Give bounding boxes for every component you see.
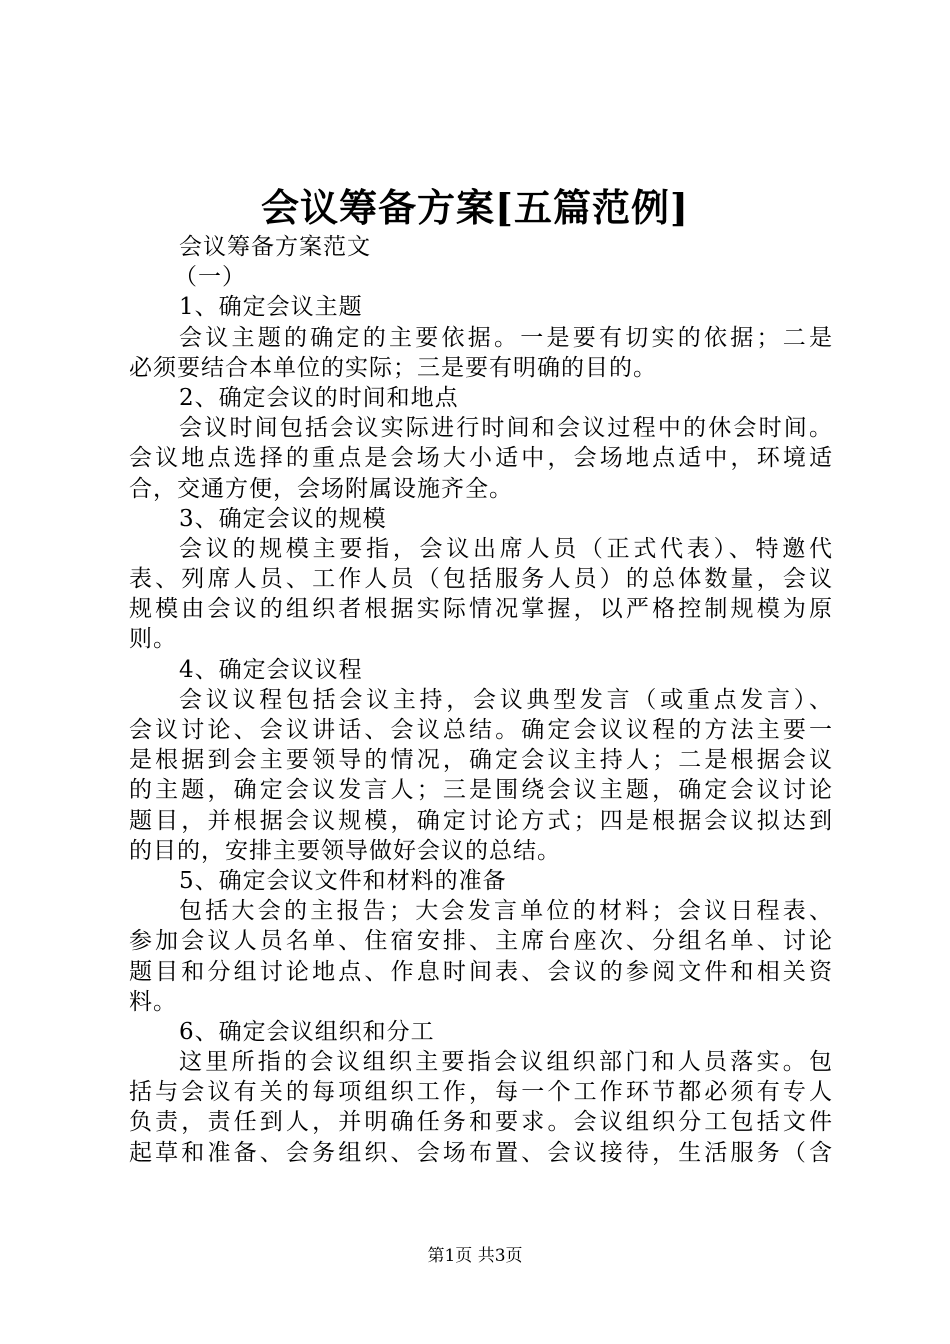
text-line: 负责，责任到人，并明确任务和要求。会议组织分工包括文件 — [129, 1109, 833, 1136]
document-body — [129, 232, 833, 1168]
text-line: 则。 — [129, 626, 177, 653]
text-line: 会议地点选择的重点是会场大小适中，会场地点适中，环境适 — [129, 445, 833, 472]
text-line: 必须要结合本单位的实际；三是要有明确的目的。 — [129, 354, 657, 381]
text-line: 料。 — [129, 988, 177, 1015]
text-line: 会议时间包括会议实际进行时间和会议过程中的休会时间。 — [179, 415, 833, 442]
text-line: 合，交通方便，会场附属设施齐全。 — [129, 475, 513, 502]
text-line: 的主题，确定会议发言人；三是围绕会议主题，确定会议讨论 — [129, 777, 833, 804]
text-line: 4、确定会议议程 — [179, 656, 363, 683]
text-line: 会议筹备方案范文 — [179, 234, 371, 260]
text-line: 1、确定会议主题 — [179, 294, 363, 321]
text-line: 5、确定会议文件和材料的准备 — [179, 867, 507, 894]
text-line: 是根据到会主要领导的情况，确定会议主持人；二是根据会议 — [129, 747, 833, 774]
text-line: 会议的规模主要指，会议出席人员（正式代表）、特邀代 — [179, 535, 833, 562]
text-line: 题目，并根据会议规模，确定讨论方式；四是根据会议拟达到 — [129, 807, 833, 834]
text-line: 这里所指的会议组织主要指会议组织部门和人员落实。包 — [179, 1049, 833, 1076]
text-line: 参加会议人员名单、住宿安排、主席台座次、分组名单、讨论 — [129, 928, 833, 955]
text-line: 起草和准备、会务组织、会场布置、会议接待，生活服务（含 — [129, 1139, 833, 1166]
page-title: 会议筹备方案[五篇范例] — [261, 185, 689, 230]
text-line: 括与会议有关的每项组织工作，每一个工作环节都必须有专人 — [129, 1079, 833, 1106]
page-number: 第1页 共3页 — [427, 1246, 523, 1266]
text-line: 会议主题的确定的主要依据。一是要有切实的依据；二是 — [179, 324, 833, 351]
text-line: 题目和分组讨论地点、作息时间表、会议的参阅文件和相关资 — [129, 958, 833, 985]
text-line: 规模由会议的组织者根据实际情况掌握，以严格控制规模为原 — [129, 596, 833, 623]
text-line: 会议议程包括会议主持，会议典型发言（或重点发言）、 — [179, 686, 833, 713]
text-line: 包括大会的主报告；大会发言单位的材料；会议日程表、 — [179, 898, 833, 925]
text-line: 表、列席人员、工作人员（包括服务人员）的总体数量，会议 — [129, 566, 833, 593]
text-line: 2、确定会议的时间和地点 — [179, 384, 459, 411]
text-line: 的目的，安排主要领导做好会议的总结。 — [129, 837, 561, 864]
text-line: （一） — [174, 264, 246, 291]
text-line: 3、确定会议的规模 — [179, 505, 387, 532]
text-line: 会议讨论、会议讲话、会议总结。确定会议议程的方法主要一 — [129, 717, 833, 743]
text-line: 6、确定会议组织和分工 — [179, 1018, 435, 1045]
